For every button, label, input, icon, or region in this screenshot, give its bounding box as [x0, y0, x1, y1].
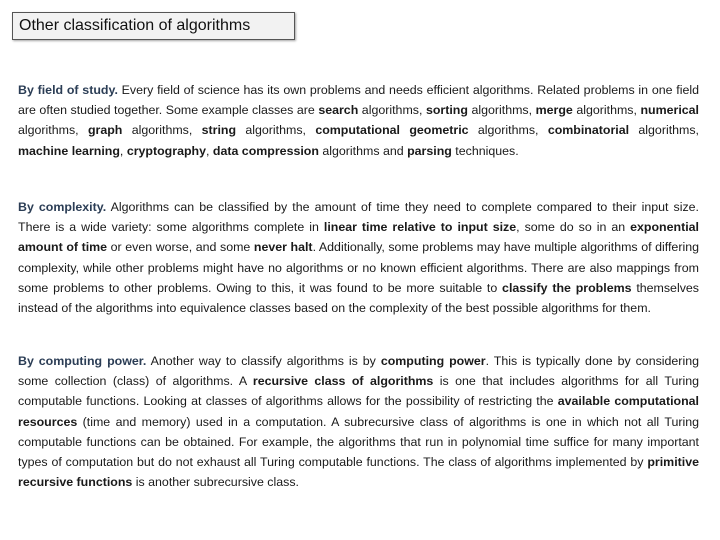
text: algorithms, [122, 123, 202, 138]
term: combinatorial [547, 123, 630, 138]
slide-title: Other classification of algorithms [12, 12, 295, 40]
text: algorithms, [467, 103, 536, 118]
term: primitive recursive functions [18, 455, 699, 490]
text: is another subrecursive class. [132, 475, 299, 490]
term: classify the problems [502, 280, 632, 295]
text: or even worse, and some [107, 240, 254, 255]
text: themselves instead of the algorithms into equivalence classes based on the complexity of the best possible algorithms for them. [18, 280, 699, 316]
text: algorithms, [468, 123, 548, 138]
term: sorting [425, 103, 468, 118]
term: computing power [380, 354, 486, 368]
term: search [318, 103, 359, 118]
term: available computational resources [18, 394, 699, 429]
term: exponential amount of time [18, 220, 699, 255]
text: algorithms, [358, 103, 426, 118]
term: never halt [253, 240, 313, 255]
text: algorithms, [236, 123, 316, 138]
term: cryptography [126, 143, 206, 158]
lead-field-of-study: By field of study. [18, 83, 118, 97]
term: recursive class of algorithms [252, 374, 434, 389]
term: machine learning [18, 143, 120, 158]
term: computational geometric [315, 123, 469, 138]
text: , [206, 143, 213, 158]
lead-computing-power: By computing power. [18, 354, 147, 368]
text: is one that includes algorithms for all Turing computable functions. Looking at classes of algorithms allows for the possibility of restricting the [18, 374, 699, 409]
paragraph-field-of-study [18, 80, 699, 161]
text: algorithms and [318, 143, 408, 158]
text: techniques. [451, 143, 519, 158]
text: , [119, 143, 127, 158]
text: algorithms, [18, 123, 88, 138]
term: parsing [407, 143, 452, 158]
text: , some do so in an [516, 220, 631, 235]
paragraph-computing-power [18, 351, 699, 492]
lead-complexity: By complexity. [18, 200, 107, 214]
term: graph [87, 123, 123, 138]
term: numerical [640, 103, 699, 118]
text: Algorithms can be classified by the amount of time they need to complete compared to their input size. There is a wide variety: some algorithms complete in [18, 200, 699, 235]
text: . This is typically done by considering some collection (class) of algorithms. A [18, 354, 699, 389]
term: linear time relative to input size [323, 220, 517, 235]
text: (time and memory) used in a computation. A subrecursive class of algorithms is one in which not all Turing computable functions can be obtained. For example, the algorithms that run in polynomial time suffice for many important types of computation but do not exhaust all Turing computable functions. The class of algorithms implemented by [18, 414, 699, 470]
text: Another way to classify algorithms is by [146, 354, 381, 368]
text: . Additionally, some problems may have multiple algorithms of differing complexity, while other problems might have no algorithms or no known efficient algorithms. There are also mappings from some problems to other problems. Owing to this, it was found to be more suitable to [18, 240, 699, 295]
term: string [201, 123, 237, 138]
paragraph-complexity [18, 197, 699, 318]
text: algorithms, [629, 123, 699, 138]
text: algorithms, [572, 103, 641, 118]
term: merge [535, 103, 573, 118]
text: Every field of science has its own problems and needs efficient algorithms. Related problems in one field are often studied together. Some example classes are [18, 83, 699, 118]
term: data compression [212, 143, 319, 158]
